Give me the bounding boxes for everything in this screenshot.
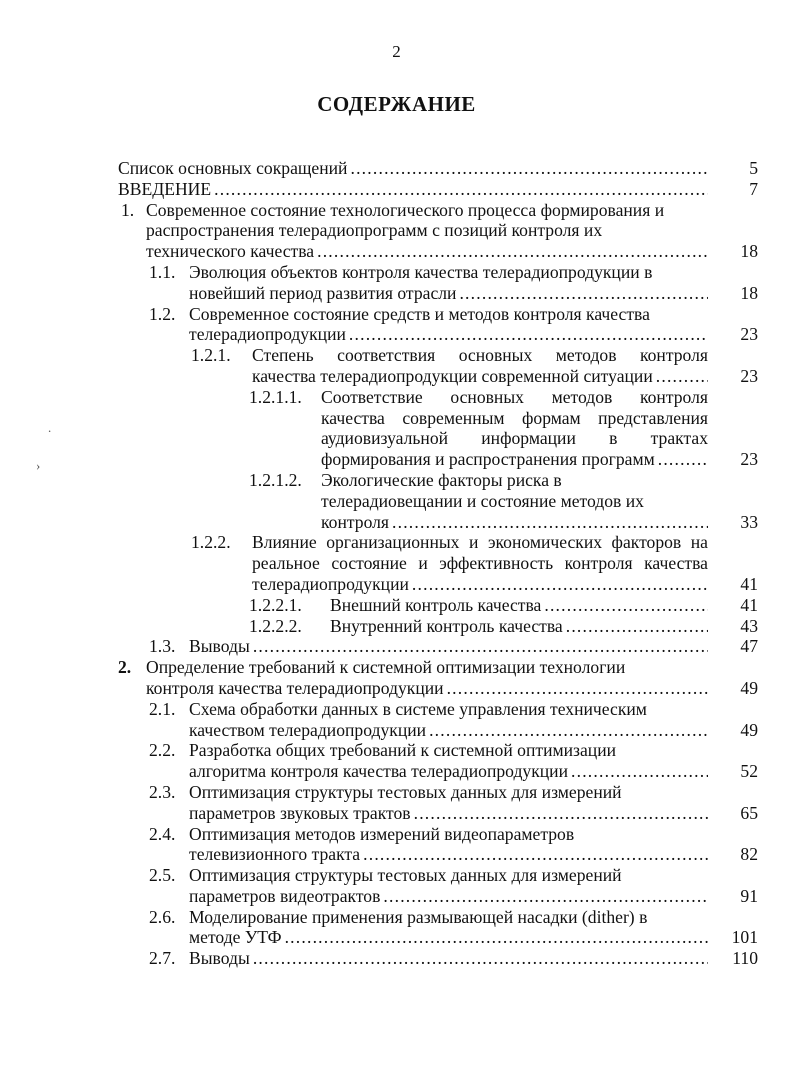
margin-mark-arrow: › bbox=[36, 458, 41, 473]
dot-leader bbox=[211, 179, 708, 200]
toc-entry-number: 1.2.1.2. bbox=[249, 469, 302, 490]
toc-entry-text: Современное состояние технологического процесса формирования и bbox=[146, 199, 665, 220]
toc-entry-number: 2.6. bbox=[149, 906, 176, 927]
toc-entry-number: 1. bbox=[121, 199, 135, 220]
toc-entry-page: 7 bbox=[749, 178, 758, 199]
toc-entry-text: ВВЕДЕНИЕ bbox=[118, 178, 212, 199]
toc-entry-page: 65 bbox=[740, 802, 758, 823]
toc-entry-number: 2.3. bbox=[149, 781, 176, 802]
toc-entry-text: Выводы bbox=[189, 636, 250, 657]
toc-entry-number: 1.1. bbox=[149, 261, 176, 282]
toc-entry-text: телерадиовещании и состояние методов их bbox=[321, 490, 644, 511]
toc-entry-text: методе УТФ bbox=[189, 927, 282, 948]
toc-entry-text: формирования и распространения программ bbox=[321, 449, 655, 470]
toc-entry-page: 47 bbox=[740, 636, 758, 657]
dot-leader bbox=[409, 574, 708, 595]
toc-entry[interactable] bbox=[118, 158, 758, 179]
toc-entry-text: Список основных сокращений bbox=[118, 158, 348, 178]
dot-leader bbox=[653, 366, 708, 387]
toc-entry-text: Эволюция объектов контроля качества телерадиопродукции в bbox=[189, 261, 653, 282]
toc-entry-text: качества телерадиопродукции современной ситуации bbox=[252, 365, 653, 386]
toc-entry[interactable] bbox=[118, 907, 758, 949]
toc-entry[interactable] bbox=[118, 304, 758, 346]
dot-leader bbox=[250, 636, 708, 657]
toc-entry[interactable] bbox=[118, 636, 758, 657]
toc-entry[interactable] bbox=[118, 616, 758, 637]
toc-entry-text: технического качества bbox=[146, 241, 315, 262]
toc-entry-text: Оптимизация структуры тестовых данных для измерений bbox=[189, 781, 622, 802]
toc-entry-text: качеством телерадиопродукции bbox=[189, 719, 427, 740]
toc-entry-text: Моделирование применения размывающей насадки (dither) в bbox=[189, 906, 648, 927]
toc-entry-page: 91 bbox=[740, 885, 758, 906]
dot-leader bbox=[282, 927, 708, 948]
table-of-contents bbox=[118, 158, 758, 969]
toc-entry-page: 101 bbox=[731, 927, 758, 948]
dot-leader bbox=[389, 512, 708, 533]
toc-entry-number: 1.3. bbox=[149, 636, 176, 657]
toc-entry-text: телерадиопродукции bbox=[252, 573, 409, 594]
toc-entry[interactable] bbox=[118, 699, 758, 741]
toc-entry-page: 52 bbox=[740, 761, 758, 782]
toc-entry-text: Разработка общих требований к системной оптимизации bbox=[189, 740, 617, 761]
toc-entry[interactable] bbox=[118, 595, 758, 616]
dot-leader bbox=[314, 241, 708, 262]
toc-entry-text: Внешний контроль качества bbox=[330, 594, 542, 615]
dot-leader bbox=[426, 720, 708, 741]
margin-mark-dot: . bbox=[48, 420, 52, 435]
toc-entry-text: реальное состояние и эффективность контроля качества bbox=[252, 553, 708, 574]
toc-entry-page: 23 bbox=[740, 365, 758, 386]
page-title: СОДЕРЖАНИЕ bbox=[317, 92, 476, 116]
dot-leader bbox=[411, 803, 708, 824]
dot-leader bbox=[563, 616, 708, 637]
toc-entry-text: алгоритма контроля качества телерадиопродукции bbox=[189, 761, 569, 782]
toc-entry[interactable] bbox=[118, 345, 758, 387]
toc-entry[interactable] bbox=[118, 470, 758, 532]
toc-entry-page: 110 bbox=[732, 948, 758, 969]
toc-entry[interactable] bbox=[118, 200, 758, 262]
toc-entry-page: 18 bbox=[740, 241, 758, 262]
toc-entry-page: 41 bbox=[740, 573, 758, 594]
toc-entry-text: новейший период развития отрасли bbox=[189, 282, 457, 303]
dot-leader bbox=[347, 158, 708, 179]
toc-entry-page: 82 bbox=[740, 844, 758, 865]
toc-entry-page: 41 bbox=[740, 594, 758, 615]
toc-entry-text: Внутренний контроль качества bbox=[330, 615, 563, 636]
toc-entry-page: 23 bbox=[740, 449, 758, 470]
toc-entry[interactable] bbox=[118, 387, 758, 470]
toc-entry-text: Соответствие основных методов контроля bbox=[321, 386, 708, 407]
dot-leader bbox=[444, 678, 708, 699]
toc-entry[interactable] bbox=[118, 740, 758, 782]
toc-entry-page: 43 bbox=[740, 615, 758, 636]
toc-entry[interactable] bbox=[118, 865, 758, 907]
toc-entry-page: 49 bbox=[740, 719, 758, 740]
toc-entry[interactable] bbox=[118, 824, 758, 866]
toc-entry[interactable] bbox=[118, 657, 758, 699]
toc-entry-text: Экологические факторы риска в bbox=[321, 469, 562, 490]
toc-entry-text: параметров видеотрактов bbox=[189, 885, 381, 906]
page-number: 2 bbox=[392, 42, 401, 61]
toc-entry-page: 49 bbox=[740, 677, 758, 698]
toc-entry-page: 5 bbox=[749, 158, 758, 178]
toc-entry-text: качества современным формам представления bbox=[321, 407, 708, 428]
toc-entry-text: контроля bbox=[321, 511, 390, 532]
toc-entry-number: 2.7. bbox=[149, 948, 176, 969]
toc-entry-text: контроля качества телерадиопродукции bbox=[146, 677, 444, 698]
toc-entry-number: 1.2.2.1. bbox=[249, 594, 302, 615]
toc-entry-number: 1.2.1.1. bbox=[249, 386, 302, 407]
toc-entry-text: Степень соответствия основных методов контроля bbox=[252, 345, 708, 366]
toc-entry[interactable] bbox=[118, 262, 758, 304]
toc-entry-page: 23 bbox=[740, 324, 758, 345]
dot-leader bbox=[655, 449, 708, 470]
dot-leader bbox=[541, 595, 708, 616]
dot-leader bbox=[456, 283, 708, 304]
toc-entry-number: 1.2. bbox=[149, 303, 176, 324]
toc-entry-number: 2.1. bbox=[149, 698, 176, 719]
toc-entry-number: 1.2.1. bbox=[191, 345, 231, 366]
dot-leader bbox=[380, 886, 708, 907]
dot-leader bbox=[360, 844, 708, 865]
toc-entry-text: Влияние организационных и экономических факторов на bbox=[252, 532, 708, 553]
toc-entry-number: 2.2. bbox=[149, 740, 176, 761]
toc-entry[interactable] bbox=[118, 948, 758, 969]
toc-entry-text: Оптимизация методов измерений видеопараметров bbox=[189, 823, 575, 844]
toc-entry-number: 2.5. bbox=[149, 865, 176, 886]
toc-entry-number: 1.2.2. bbox=[191, 532, 231, 553]
toc-entry[interactable] bbox=[118, 179, 758, 200]
toc-entry-number: 2.4. bbox=[149, 823, 176, 844]
toc-entry-page: 33 bbox=[740, 511, 758, 532]
toc-entry-page: 18 bbox=[740, 282, 758, 303]
toc-entry-number: 1.2.2.2. bbox=[249, 615, 302, 636]
toc-entry[interactable] bbox=[118, 782, 758, 824]
toc-entry-text: параметров звуковых трактов bbox=[189, 802, 411, 823]
toc-entry-text: Определение требований к системной оптимизации технологии bbox=[146, 657, 626, 678]
toc-entry-text: Выводы bbox=[189, 948, 250, 969]
dot-leader bbox=[568, 761, 708, 782]
toc-entry-text: Оптимизация структуры тестовых данных для измерений bbox=[189, 865, 622, 886]
toc-entry-text: распространения телерадиопрограмм с позиций контроля их bbox=[146, 220, 603, 241]
dot-leader bbox=[250, 948, 708, 969]
toc-entry-number: 2. bbox=[118, 657, 132, 678]
dot-leader bbox=[346, 324, 708, 345]
toc-entry-text: телерадиопродукции bbox=[189, 324, 346, 345]
toc-entry-text: Современное состояние средств и методов контроля качества bbox=[189, 303, 650, 324]
toc-entry-text: телевизионного тракта bbox=[189, 844, 361, 865]
toc-entry-text: аудиовизуальной информации в трактах bbox=[321, 428, 708, 449]
toc-entry[interactable] bbox=[118, 532, 758, 594]
toc-entry-text: Схема обработки данных в системе управления техническим bbox=[189, 698, 647, 719]
